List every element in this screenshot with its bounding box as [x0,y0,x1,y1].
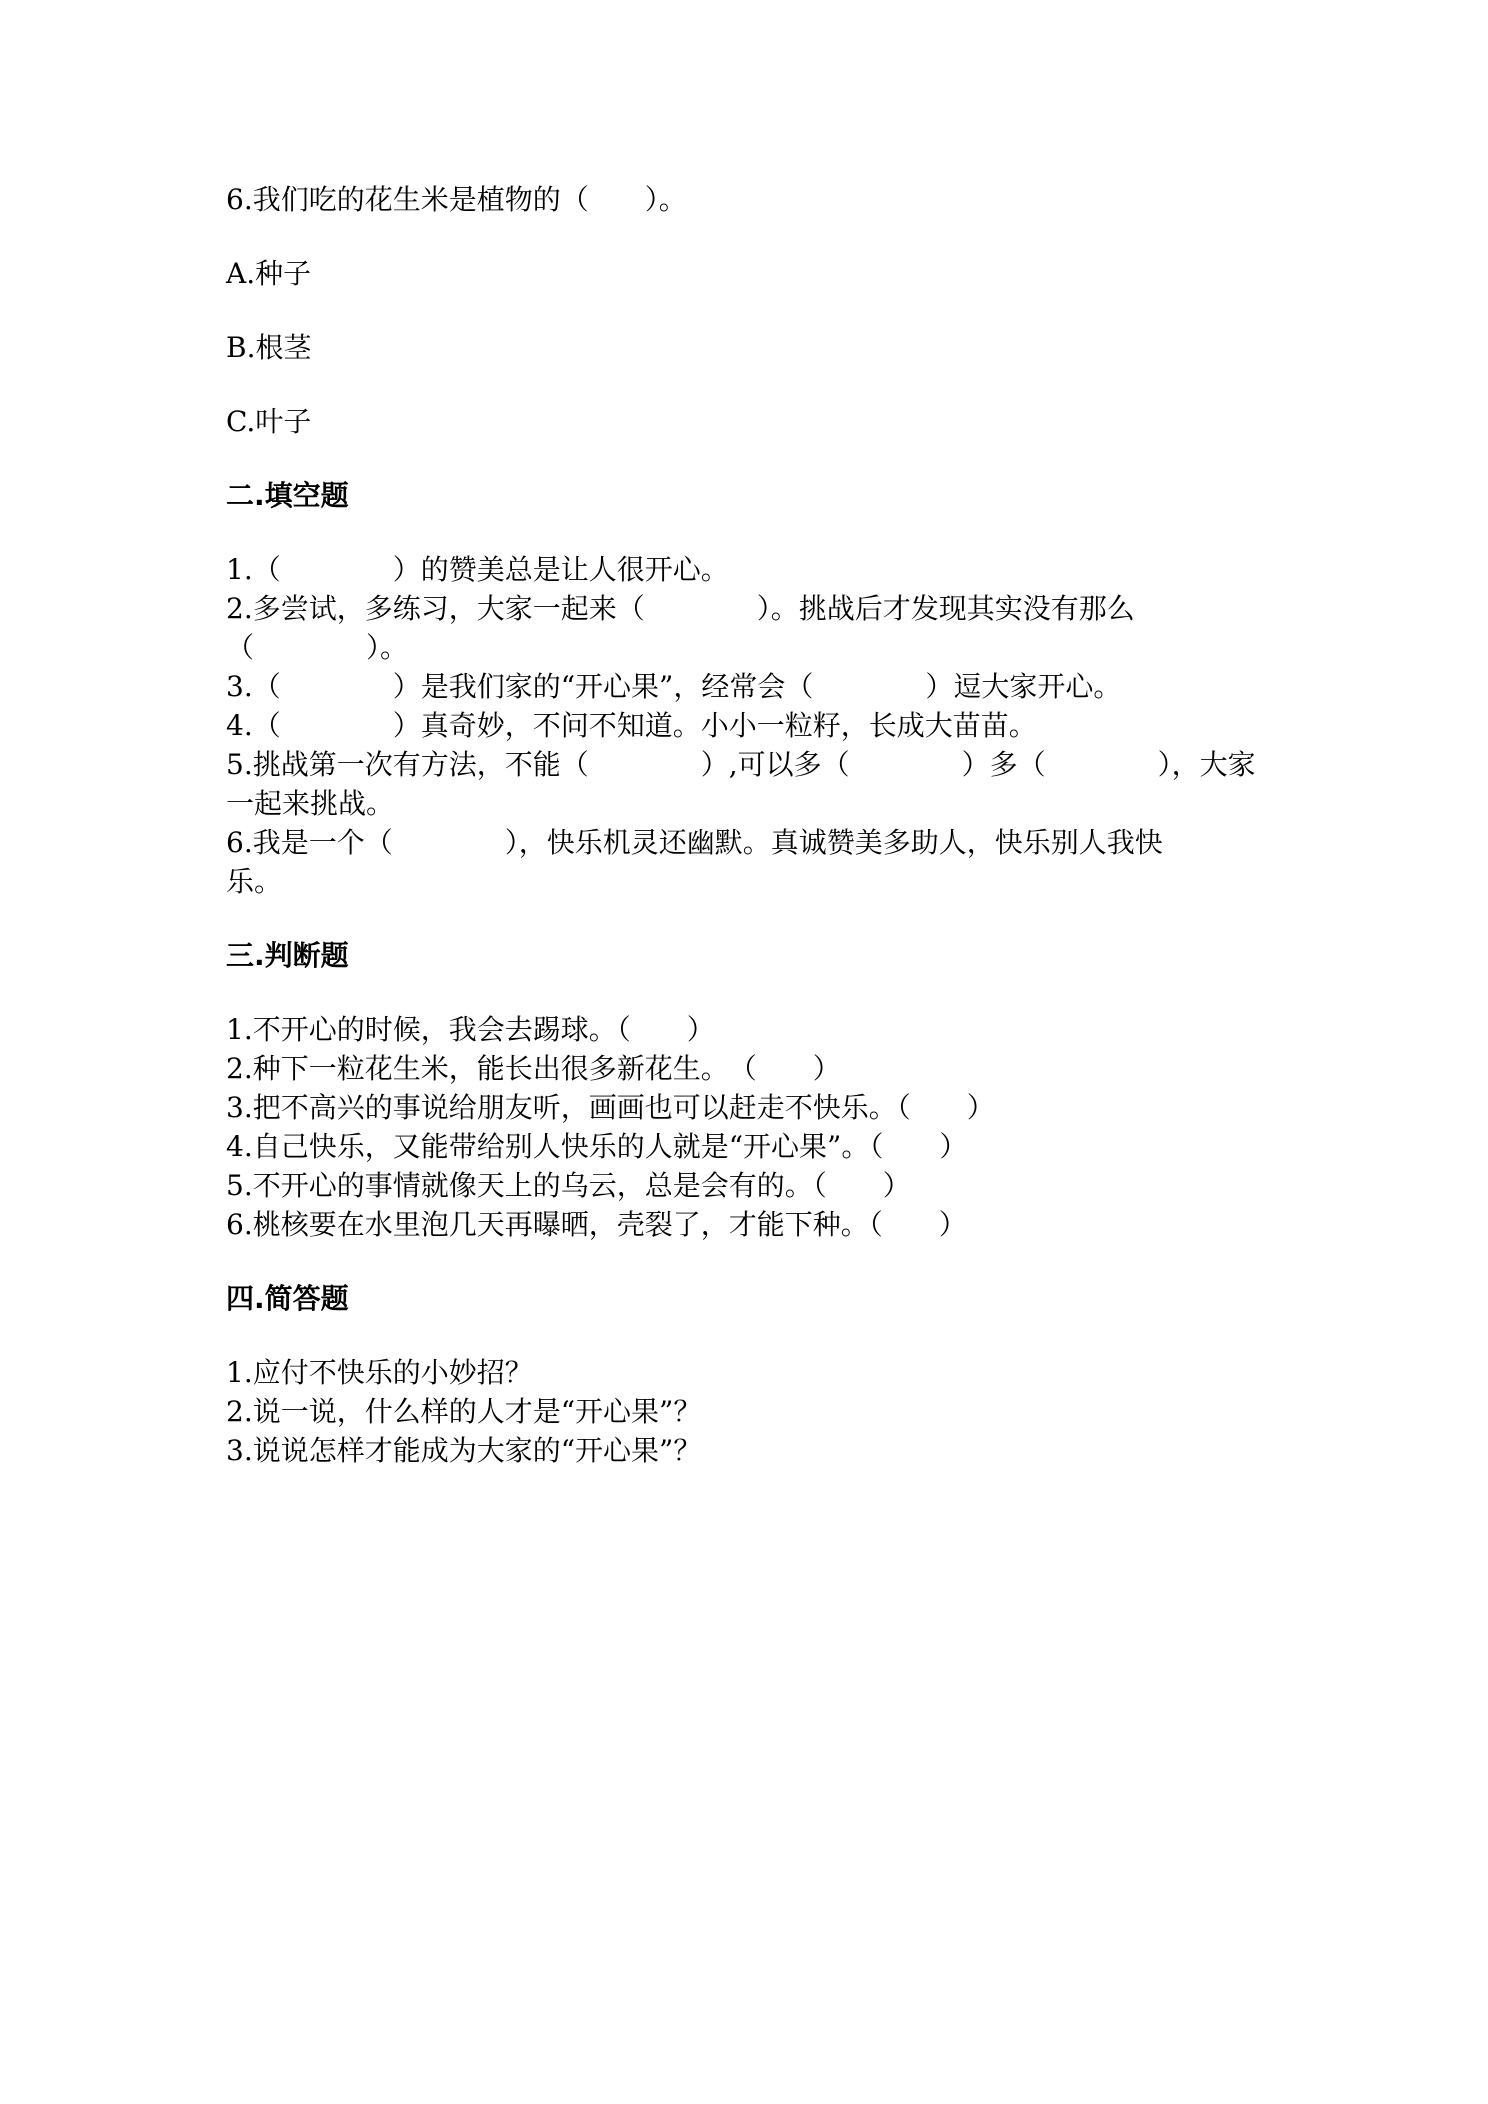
short-answer-2: 2.说一说，什么样的人才是“开心果”？ [226,1395,702,1428]
section-4-heading: 四.简答题 [226,1282,349,1315]
section-3-heading: 三.判断题 [226,939,349,972]
fill-blank-5: 5.挑战第一次有方法，不能（ ）,可以多（ ）多（ ），大家 [226,748,1256,781]
option-b: B.根茎 [226,331,312,364]
section-2-heading: 二.填空题 [226,479,349,512]
judge-1: 1.不开心的时候，我会去踢球。（ ） [226,1013,715,1046]
option-c: C.叶子 [226,405,312,438]
judge-6: 6.桃核要在水里泡几天再曝晒，壳裂了，才能下种。（ ） [226,1208,967,1241]
option-a: A.种子 [226,257,312,290]
short-answer-3: 3.说说怎样才能成为大家的“开心果”？ [226,1434,702,1467]
judge-5: 5.不开心的事情就像天上的乌云，总是会有的。（ ） [226,1169,911,1202]
question-6-text: 6.我们吃的花生米是植物的（ ）。 [226,183,687,216]
fill-blank-1: 1.（ ）的赞美总是让人很开心。 [226,553,729,586]
fill-blank-6: 6.我是一个（ ），快乐机灵还幽默。真诚赞美多助人，快乐别人我快 [226,826,1163,859]
judge-3: 3.把不高兴的事说给朋友听，画画也可以赶走不快乐。（ ） [226,1091,995,1124]
short-answer-1: 1.应付不快乐的小妙招？ [226,1356,533,1389]
judge-2: 2.种下一粒花生米，能长出很多新花生。 （ ） [226,1052,841,1085]
fill-blank-5-cont: 一起来挑战。 [226,787,395,820]
fill-blank-4: 4.（ ）真奇妙，不问不知道。小小一粒籽，长成大苗苗。 [226,709,1037,742]
fill-blank-6-cont: 乐。 [226,865,283,898]
fill-blank-2: 2.多尝试，多练习，大家一起来（ ）。挑战后才发现其实没有那么 [226,592,1135,625]
judge-4: 4.自己快乐，又能带给别人快乐的人就是“开心果”。（ ） [226,1130,968,1163]
fill-blank-2-cont: （ ）。 [226,631,409,664]
fill-blank-3: 3.（ ）是我们家的“开心果”，经常会（ ）逗大家开心。 [226,670,1122,703]
